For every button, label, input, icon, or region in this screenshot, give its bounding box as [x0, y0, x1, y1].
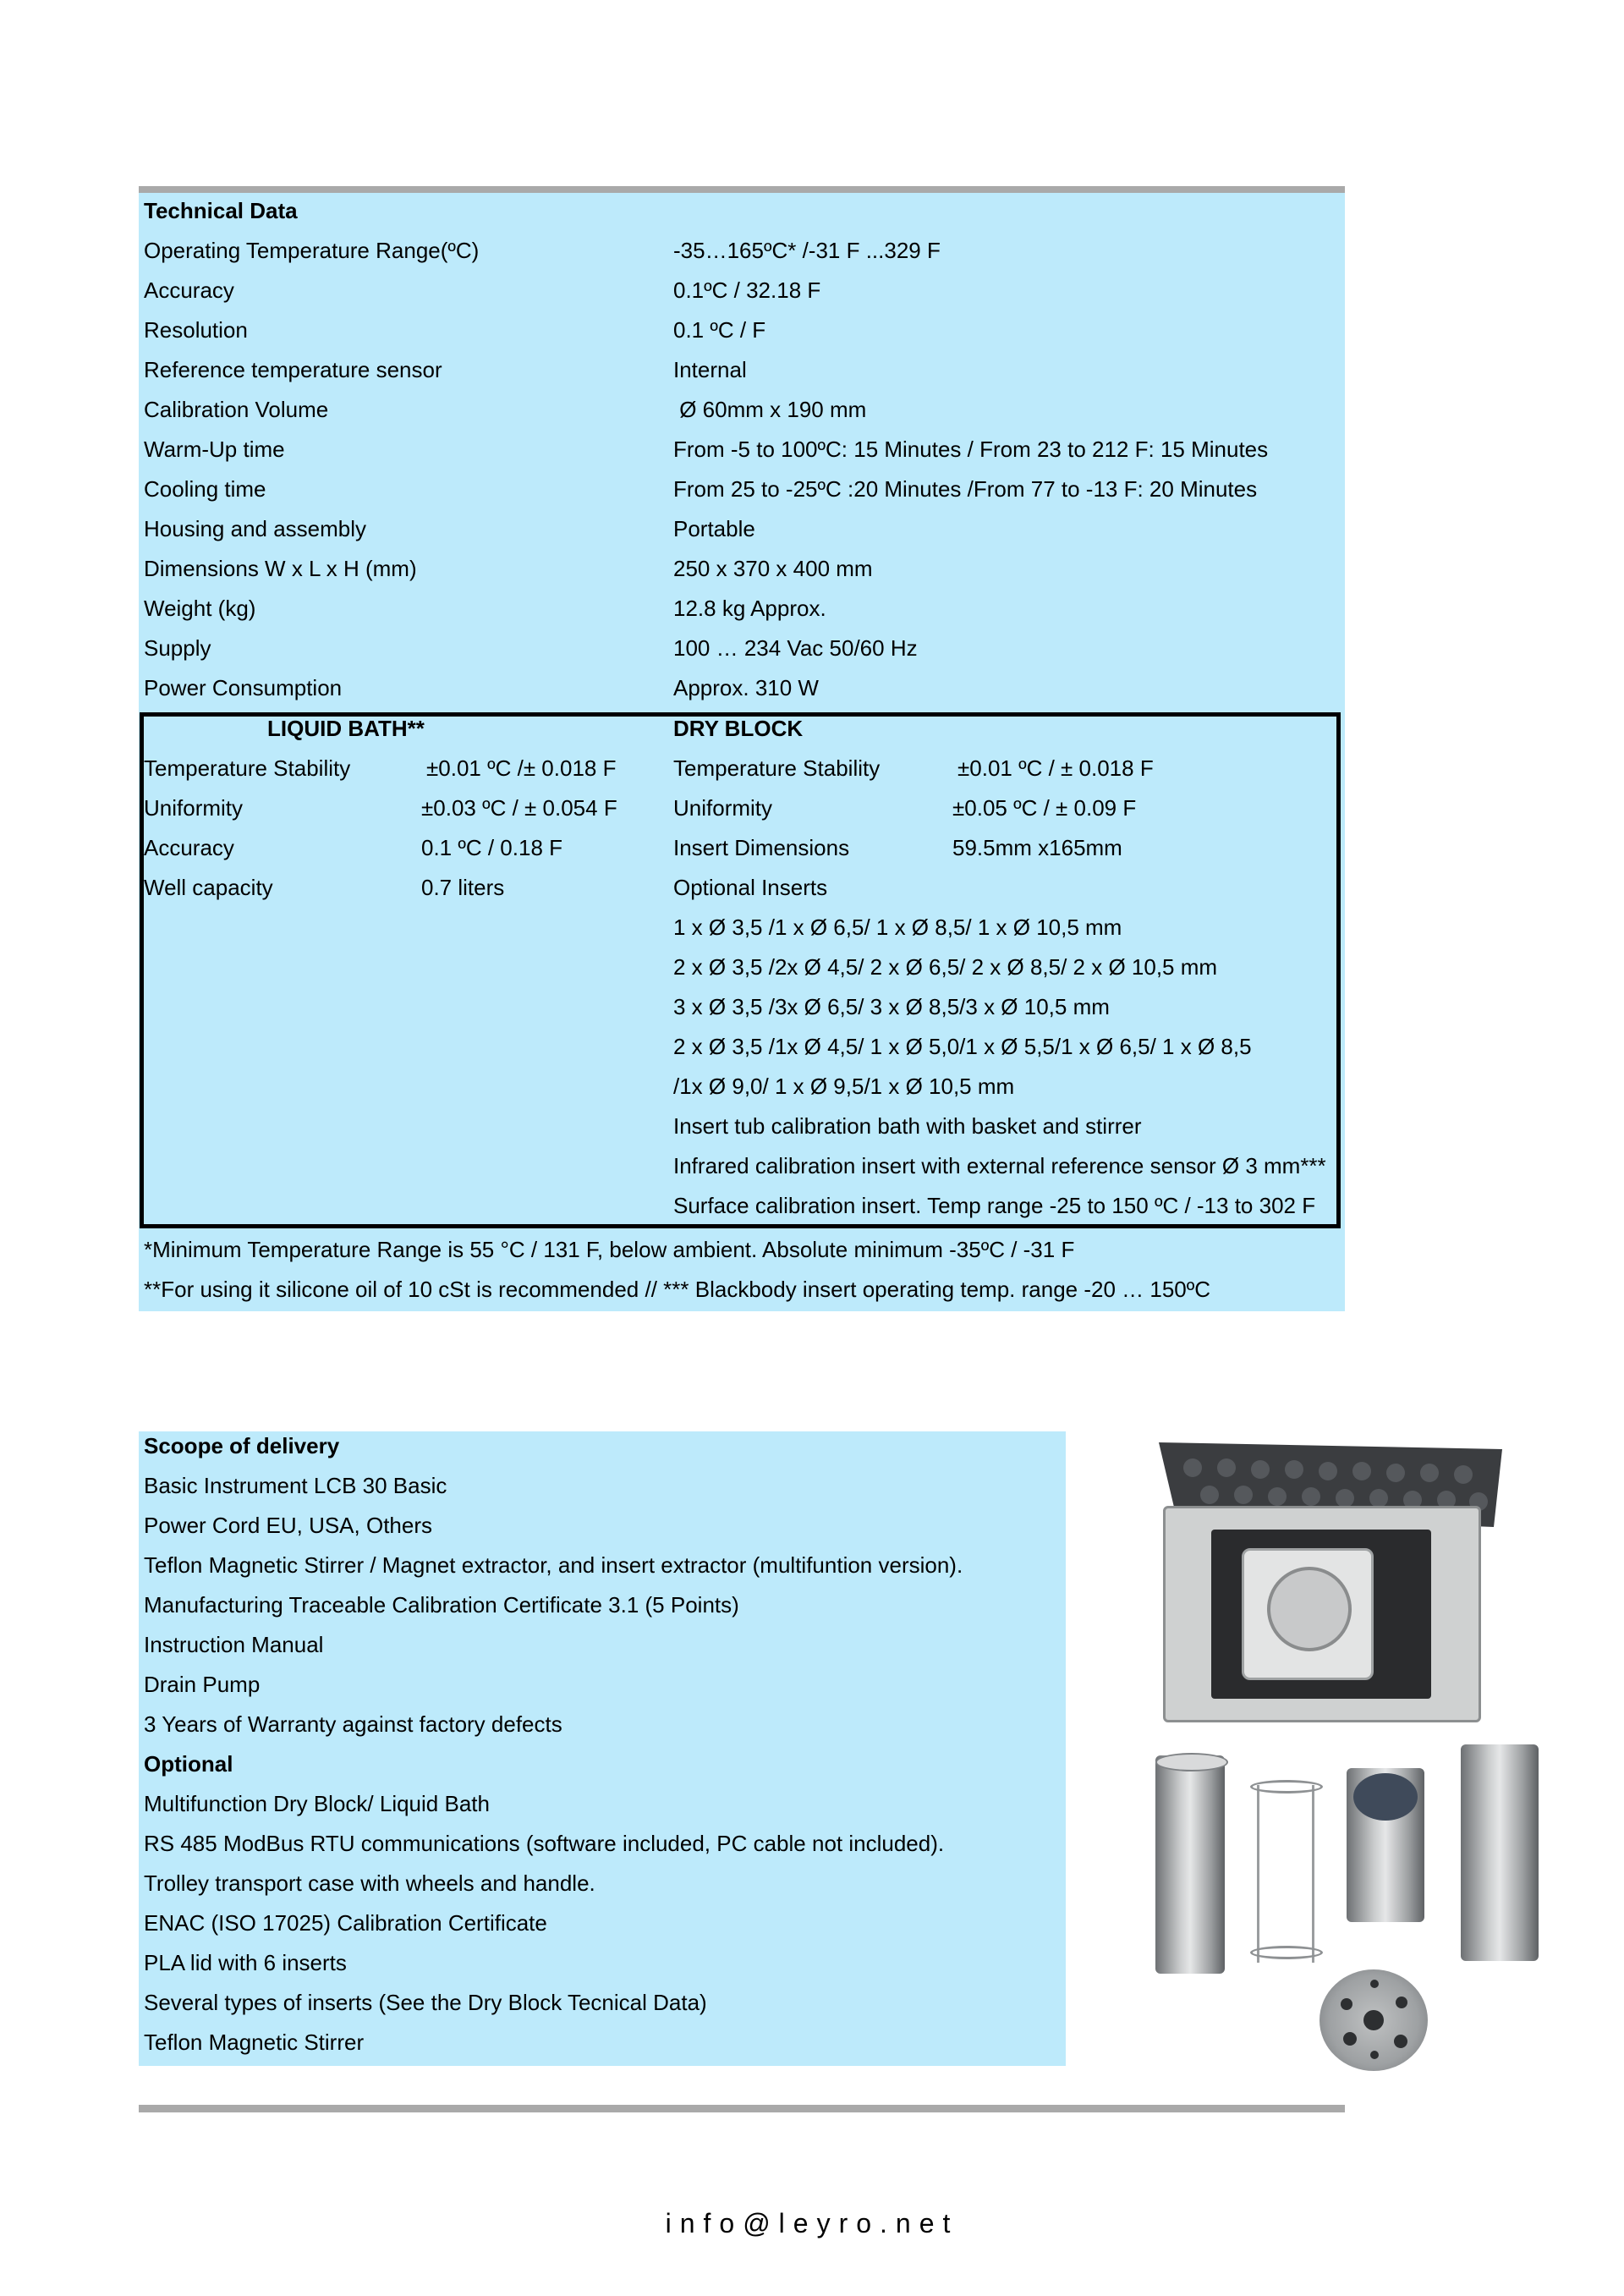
- insert-hole: [1396, 1997, 1407, 2008]
- bottom-divider: [139, 2105, 1345, 2112]
- dry-label: Insert Dimensions: [673, 835, 850, 860]
- tech-label: Resolution: [144, 317, 248, 343]
- tech-value: Ø 60mm x 190 mm: [673, 397, 867, 422]
- tech-value: Approx. 310 W: [673, 675, 819, 700]
- liquid-bath-title: LIQUID BATH**: [267, 716, 425, 741]
- tech-value: 100 … 234 Vac 50/60 Hz: [673, 635, 918, 661]
- liquid-label: Temperature Stability: [144, 755, 351, 781]
- liquid-label: Accuracy: [144, 835, 234, 860]
- tech-label: Reference temperature sensor: [144, 357, 442, 382]
- insert-option: Infrared calibration insert with external reference sensor Ø 3 mm***: [673, 1153, 1326, 1178]
- liquid-value: 0.1 ºC / 0.18 F: [421, 835, 563, 860]
- tech-value: Portable: [673, 516, 755, 541]
- tech-value: From 25 to -25ºC :20 Minutes /From 77 to -13 F: 20 Minutes: [673, 476, 1258, 502]
- scope-item: Teflon Magnetic Stirrer / Magnet extractor, and insert extractor (multifuntion version).: [144, 1552, 963, 1578]
- tech-label: Supply: [144, 635, 211, 661]
- scope-item: Power Cord EU, USA, Others: [144, 1513, 432, 1538]
- optional-title: Optional: [144, 1751, 233, 1777]
- insert-hole: [1394, 2035, 1407, 2048]
- liquid-label: Uniformity: [144, 795, 244, 821]
- scope-title: Scoope of delivery: [144, 1433, 340, 1458]
- tub-opening: [1353, 1773, 1418, 1821]
- insert-option: 1 x Ø 3,5 /1 x Ø 6,5/ 1 x Ø 8,5/ 1 x Ø 10,5 mm: [673, 915, 1122, 940]
- scope-item: 3 Years of Warranty against factory defects: [144, 1711, 562, 1737]
- optional-item: Teflon Magnetic Stirrer: [144, 2030, 365, 2055]
- scope-item: Basic Instrument LCB 30 Basic: [144, 1473, 447, 1498]
- tech-label: Accuracy: [144, 277, 234, 303]
- optional-item: PLA lid with 6 inserts: [144, 1950, 347, 1975]
- tech-value: 0.1ºC / 32.18 F: [673, 277, 821, 303]
- dry-block-insert: [1461, 1744, 1539, 1961]
- dry-value: ±0.05 ºC / ± 0.09 F: [952, 795, 1137, 821]
- insert-option: 3 x Ø 3,5 /3x Ø 6,5/ 3 x Ø 8,5/3 x Ø 10,5 mm: [673, 994, 1110, 1019]
- scope-item: Instruction Manual: [144, 1632, 324, 1657]
- insert-option: Insert tub calibration bath with basket and stirrer: [673, 1113, 1142, 1139]
- insert-basket: [1257, 1785, 1314, 1963]
- tech-label: Cooling time: [144, 476, 266, 502]
- dry-value: 59.5mm x165mm: [952, 835, 1122, 860]
- tech-label: Operating Temperature Range(ºC): [144, 238, 480, 263]
- liquid-label: Well capacity: [144, 875, 273, 900]
- tech-label: Warm-Up time: [144, 437, 285, 462]
- tech-label: Dimensions W x L x H (mm): [144, 556, 417, 581]
- insert-option: 2 x Ø 3,5 /1x Ø 4,5/ 1 x Ø 5,0/1 x Ø 5,5/1 x Ø 6,5/ 1 x Ø 8,5: [673, 1034, 1252, 1059]
- optional-inserts-label: Optional Inserts: [673, 875, 828, 900]
- liquid-bath-cylinder: [1155, 1755, 1225, 1974]
- scope-item: Manufacturing Traceable Calibration Certificate 3.1 (5 Points): [144, 1592, 739, 1618]
- dry-label: Uniformity: [673, 795, 773, 821]
- contact-email[interactable]: info@leyro.net: [665, 2208, 959, 2238]
- optional-item: Multifunction Dry Block/ Liquid Bath: [144, 1791, 490, 1816]
- footnote: *Minimum Temperature Range is 55 °C / 131 F, below ambient. Absolute minimum -35ºC / -31 F: [144, 1237, 1075, 1262]
- optional-item: ENAC (ISO 17025) Calibration Certificate: [144, 1910, 547, 1936]
- tech-value: -35…165ºC* /-31 F ...329 F: [673, 238, 941, 263]
- basket-bottom-ring: [1250, 1946, 1323, 1959]
- optional-item: Several types of inserts (See the Dry Block Tecnical Data): [144, 1990, 707, 2015]
- liquid-value: ±0.01 ºC /± 0.018 F: [426, 755, 617, 781]
- insert-option: Surface calibration insert. Temp range -25 to 150 ºC / -13 to 302 F: [673, 1193, 1316, 1218]
- tech-value: From -5 to 100ºC: 15 Minutes / From 23 to 212 F: 15 Minutes: [673, 437, 1269, 462]
- calibrator-well: [1267, 1567, 1352, 1651]
- liquid-value: ±0.03 ºC / ± 0.054 F: [421, 795, 617, 821]
- tech-label: Weight (kg): [144, 596, 256, 621]
- technical-data-title: Technical Data: [144, 198, 298, 223]
- insert-hole: [1363, 2010, 1384, 2030]
- dry-label: Temperature Stability: [673, 755, 881, 781]
- insert-option: /1x Ø 9,0/ 1 x Ø 9,5/1 x Ø 10,5 mm: [673, 1074, 1015, 1099]
- dry-value: ±0.01 ºC / ± 0.018 F: [957, 755, 1154, 781]
- basket-top-ring: [1250, 1780, 1323, 1793]
- tech-value: Internal: [673, 357, 747, 382]
- footnote: **For using it silicone oil of 10 cSt is recommended // *** Blackbody insert operating temp. range -20 … 150ºC: [144, 1277, 1211, 1302]
- tech-value: 0.1 ºC / F: [673, 317, 766, 343]
- tech-label: Calibration Volume: [144, 397, 329, 422]
- insert-hole: [1370, 2051, 1379, 2059]
- dry-block-title: DRY BLOCK: [673, 716, 804, 741]
- optional-item: Trolley transport case with wheels and handle.: [144, 1870, 595, 1896]
- cylinder-lid: [1155, 1753, 1228, 1771]
- tech-label: Housing and assembly: [144, 516, 367, 541]
- insert-hole: [1370, 1980, 1379, 1988]
- liquid-value: 0.7 liters: [421, 875, 505, 900]
- scope-item: Drain Pump: [144, 1672, 261, 1697]
- tech-value: 12.8 kg Approx.: [673, 596, 826, 621]
- insert-option: 2 x Ø 3,5 /2x Ø 4,5/ 2 x Ø 6,5/ 2 x Ø 8,5/ 2 x Ø 10,5 mm: [673, 954, 1218, 980]
- tech-value: 250 x 370 x 400 mm: [673, 556, 873, 581]
- optional-item: RS 485 ModBus RTU communications (software included, PC cable not included).: [144, 1831, 945, 1856]
- insert-hole: [1341, 1998, 1352, 2010]
- insert-hole: [1343, 2032, 1357, 2046]
- tech-label: Power Consumption: [144, 675, 343, 700]
